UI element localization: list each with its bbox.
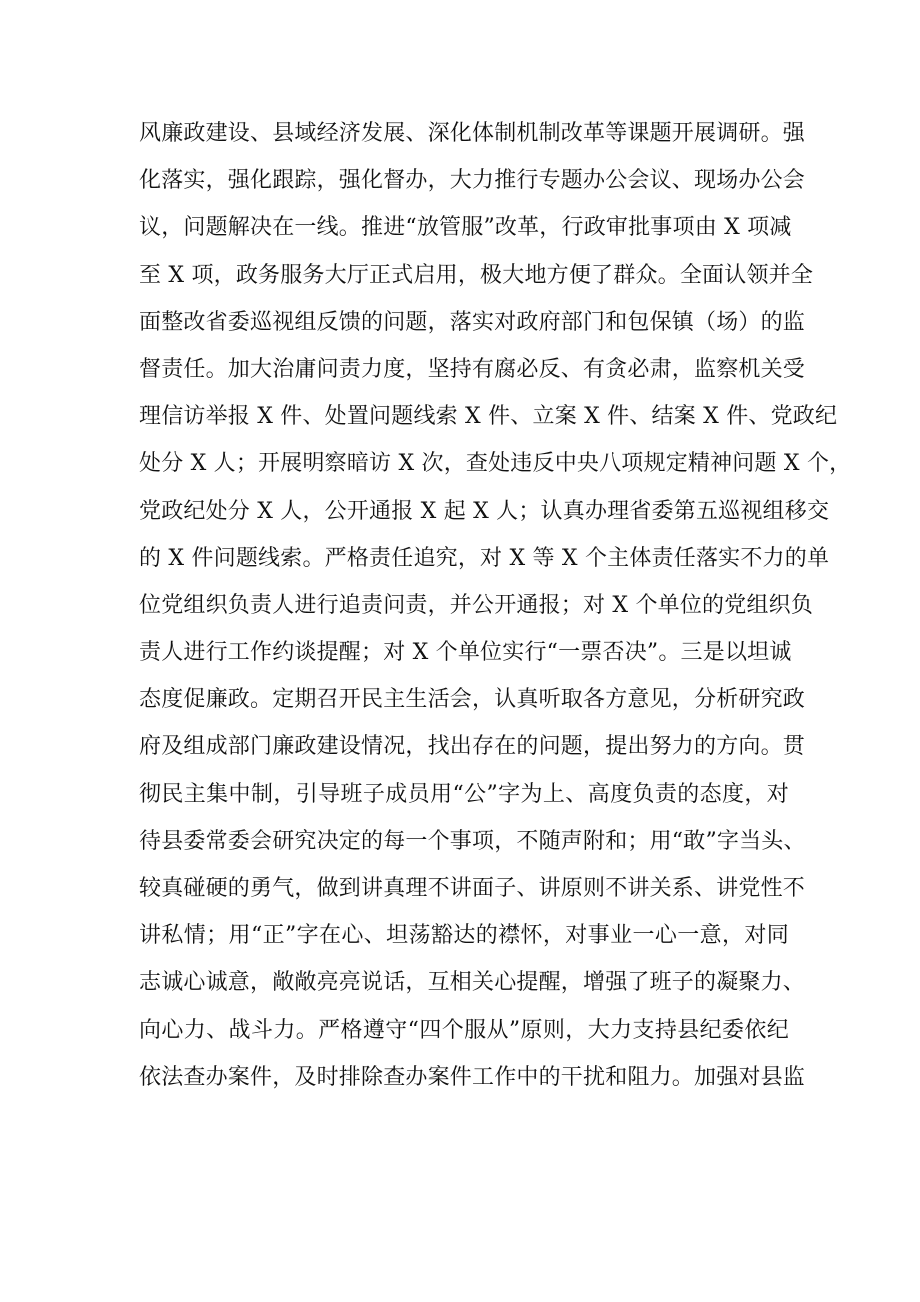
text-line: 处分 X 人；开展明察暗访 X 次，查处违反中央八项规定精神问题 X 个， <box>139 451 852 477</box>
text-line: 志诚心诚意，敞敞亮亮说话，互相关心提醒，增强了班子的凝聚力、 <box>139 970 806 996</box>
text-line: 府及组成部门廉政建设情况，找出存在的问题，提出努力的方向。贯 <box>139 734 806 760</box>
text-line: 理信访举报 X 件、处置问题线索 X 件、立案 X 件、结案 X 件、党政纪 <box>139 404 838 430</box>
text-line: 较真碰硬的勇气，做到讲真理不讲面子、讲原则不讲关系、讲党性不 <box>139 876 806 901</box>
body-paragraph <box>139 110 852 1101</box>
text-line: 位党组织负责人进行追责问责，并公开通报；对 X 个单位的党组织负 <box>139 592 814 618</box>
text-line: 依法查办案件，及时排除查办案件工作中的干扰和阻力。加强对县监 <box>139 1064 806 1090</box>
text-line: 党政纪处分 X 人，公开通报 X 起 X 人；认真办理省委第五巡视组移交 <box>139 498 830 524</box>
text-line: 面整改省委巡视组反馈的问题，落实对政府部门和包保镇（场）的监 <box>139 309 806 335</box>
text-line: 风廉政建设、县域经济发展、深化体制机制改革等课题开展调研。强 <box>139 121 806 146</box>
text-line: 的 X 件问题线索。严格责任追究，对 X 等 X 个主体责任落实不力的单 <box>139 545 830 571</box>
text-line: 督责任。加大治庸问责力度，坚持有腐必反、有贪必肃，监察机关受 <box>139 356 806 382</box>
text-line: 彻民主集中制，引导班子成员用“公”字为上、高度负责的态度，对 <box>139 781 789 807</box>
text-line: 责人进行工作约谈提醒；对 X 个单位实行“一票否决”。三是以坦诚 <box>139 640 792 666</box>
text-line: 向心力、战斗力。严格遵守“四个服从”原则，大力支持县纪委依纪 <box>139 1017 789 1043</box>
text-line: 议，问题解决在一线。推进“放管服”改革，行政审批事项由 X 项减 <box>139 215 792 241</box>
text-line: 化落实，强化跟踪，强化督办，大力推行专题办公会议、现场办公会 <box>139 168 806 194</box>
text-line: 待县委常委会研究决定的每一个事项，不随声附和；用“敢”字当头、 <box>139 828 806 854</box>
text-line: 至 X 项，政务服务大厅正式启用，极大地方便了群众。全面认领并全 <box>139 262 814 288</box>
text-line: 讲私情；用“正”字在心、坦荡豁达的襟怀，对事业一心一意，对同 <box>139 923 789 949</box>
text-line: 态度促廉政。定期召开民主生活会，认真听取各方意见，分析研究政 <box>139 687 806 713</box>
